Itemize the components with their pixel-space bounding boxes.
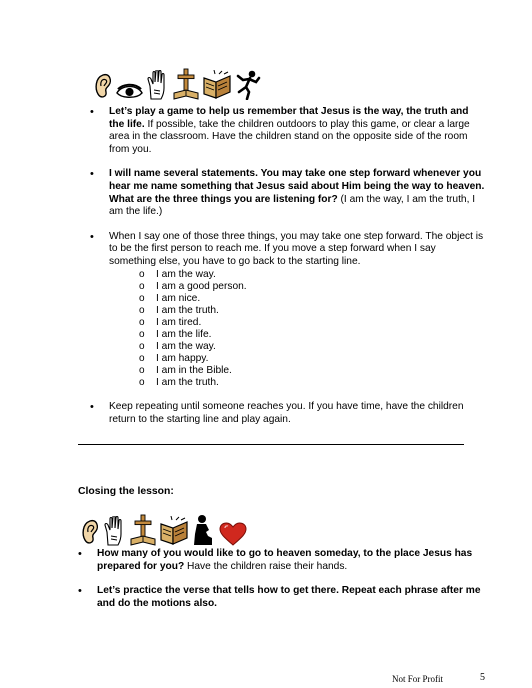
bold-text: Let’s practice the verse that tells how to get there. Repeat each phrase after me and do the motions also.	[97, 585, 481, 609]
statement-item: o I am tired.	[139, 317, 485, 329]
statement-item: o I am a good person.	[139, 281, 485, 293]
open-book-icon	[159, 516, 189, 546]
list-item	[90, 168, 485, 218]
statement-item: o I am nice.	[139, 293, 485, 305]
statement-item: o I am the truth.	[139, 305, 485, 317]
closing-icon-row	[80, 514, 247, 546]
statement-item: o I am the truth.	[139, 377, 485, 389]
plain-text: If possible, take the children outdoors to play this game, or clear a large area in the classroom. Have the children stand on the opposite side of the room from you.	[109, 118, 470, 155]
running-figure-icon	[235, 70, 261, 100]
list-item	[90, 106, 485, 156]
list-item	[90, 231, 485, 390]
footer-label: Not For Profit	[392, 674, 444, 684]
statement-item: o I am the life.	[139, 329, 485, 341]
cross-bible-icon	[130, 514, 156, 546]
bold-text: I will name several statements. You may take one step forward whenever you hear me name something that Jesus said about Him being the way to heaven. What are the three things you are listening for?	[109, 168, 485, 205]
list-item	[90, 401, 485, 426]
bold-text: Let’s play a game to help us remember that Jesus is the way, the truth and the life.	[109, 106, 469, 130]
closing-heading: Closing the lesson:	[78, 486, 174, 497]
praying-figure-icon	[192, 514, 216, 546]
statements-list	[109, 269, 485, 390]
plain-text: Keep repeating until someone reaches you. If you have time, have the children return to the starting line and play again.	[109, 401, 464, 426]
open-book-icon	[202, 70, 232, 100]
hand-icon	[146, 70, 170, 100]
page-number: 5	[480, 672, 485, 683]
hand-icon	[103, 516, 127, 546]
ear-icon	[80, 518, 100, 546]
plain-text: Have the children raise their hands.	[184, 560, 348, 572]
statement-item: o I am the way.	[139, 269, 485, 281]
statement-item: o I am happy.	[139, 353, 485, 365]
plain-text: (I am the way, I am the truth, I am the life.)	[109, 193, 476, 218]
heart-icon	[219, 522, 247, 546]
statement-item: o I am in the Bible.	[139, 365, 485, 377]
horizontal-divider	[78, 444, 464, 445]
list-item	[78, 548, 483, 573]
ear-icon	[93, 72, 113, 100]
cross-bible-icon	[173, 68, 199, 100]
bold-text: How many of you would like to go to heaven someday, to the place Jesus has prepared for you?	[97, 548, 473, 572]
list-item	[78, 585, 483, 610]
section-icon-row	[93, 68, 261, 100]
statement-item: o I am the way.	[139, 341, 485, 353]
plain-text: When I say one of those three things, you may take one step forward. The object is to be the first person to reach me. If you move a step forward when I say something else, you have to go back to the starting line.	[109, 230, 484, 267]
eye-icon	[116, 82, 143, 100]
closing-list	[78, 548, 483, 622]
game-instructions-list	[90, 106, 485, 439]
